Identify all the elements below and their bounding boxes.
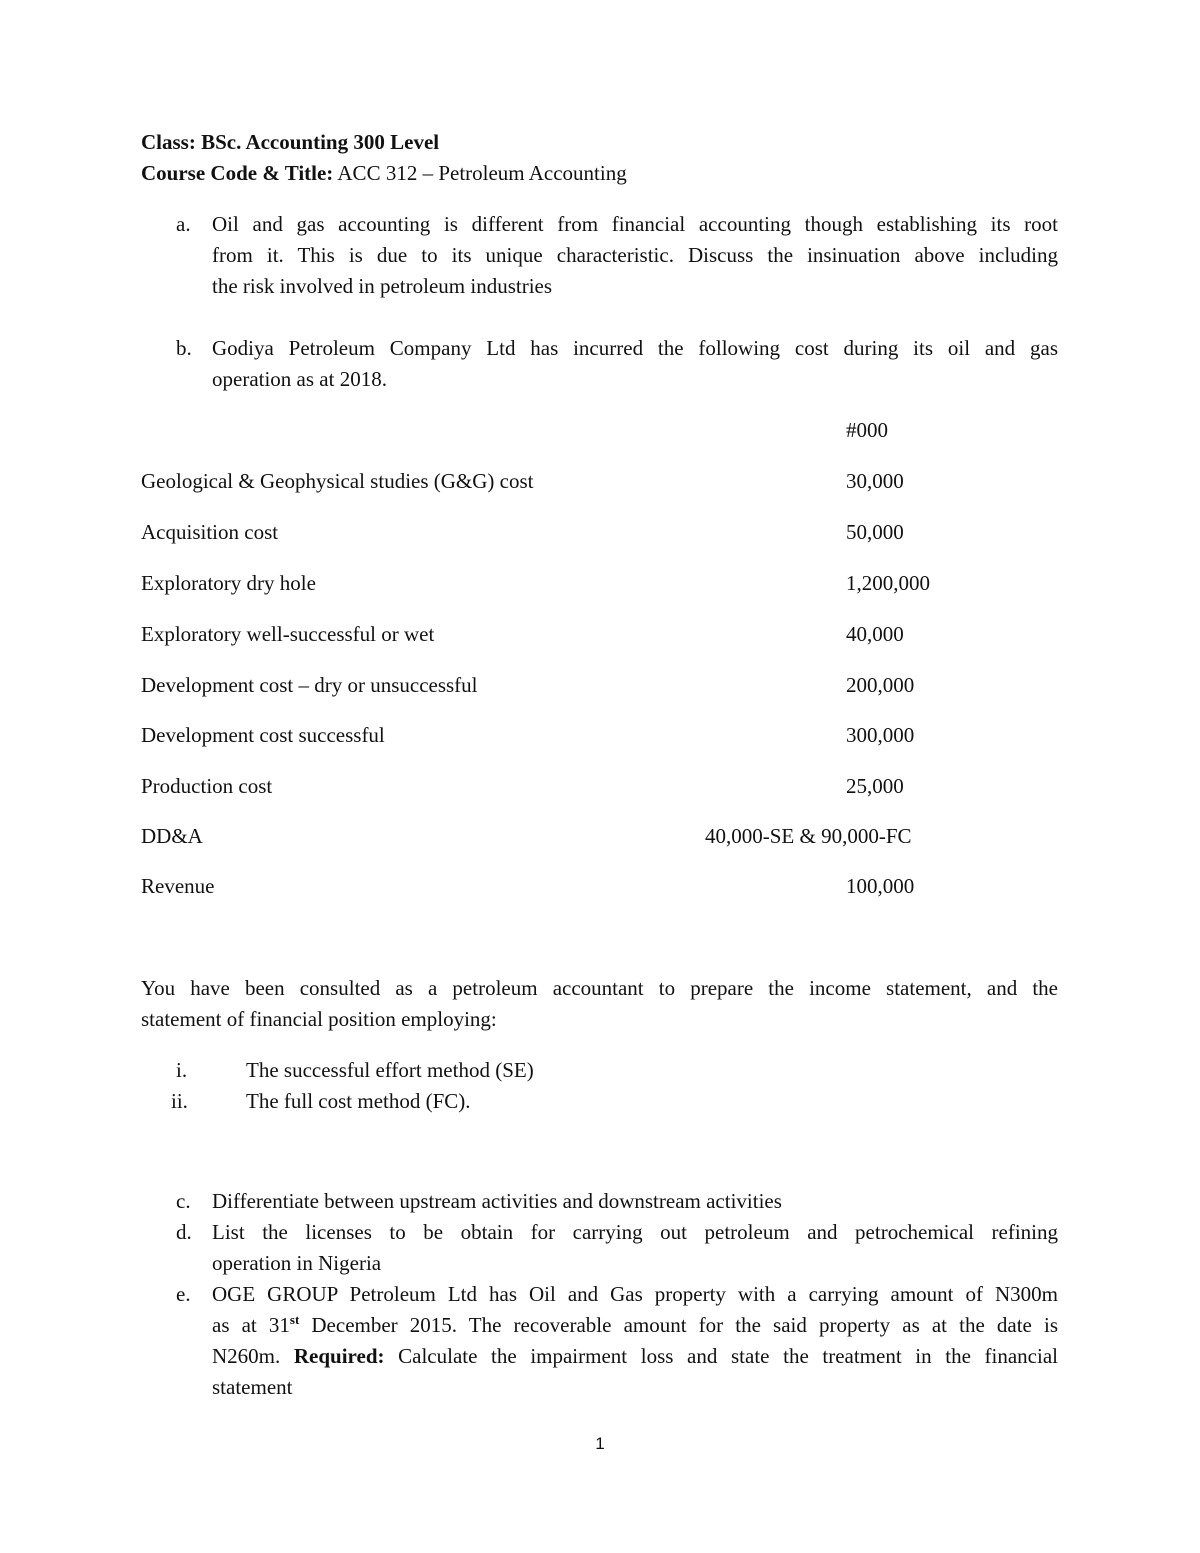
question-e-required-label: Required: [293, 1344, 385, 1368]
method-marker: ii. [171, 1089, 188, 1113]
cost-row-value: 50,000 [846, 520, 904, 544]
question-b-line: operation as at 2018. [212, 367, 387, 391]
class-value: BSc. Accounting 300 Level [201, 130, 440, 154]
question-e-line: OGE GROUP Petroleum Ltd has Oil and Gas property with a carrying amount of N300m [212, 1282, 1058, 1306]
question-d-line: List the licenses to be obtain for carrying out petroleum and petrochemical refining [212, 1220, 1058, 1244]
instruction-line: You have been consulted as a petroleum accountant to prepare the income statement, and the [141, 976, 1058, 1000]
question-a-line: the risk involved in petroleum industries [212, 274, 553, 298]
cost-row-label: Development cost – dry or unsuccessful [141, 673, 478, 697]
cost-row-value: 200,000 [846, 673, 915, 697]
question-a-text [212, 209, 1058, 302]
cost-row-value: 40,000 [846, 622, 904, 646]
cost-row-label: DD&A [141, 824, 203, 848]
method-text: The successful effort method (SE) [246, 1058, 534, 1082]
question-e-text [212, 1279, 1058, 1403]
cost-row-value: 40,000-SE & 90,000-FC [705, 824, 912, 848]
class-label: Class: [141, 130, 196, 154]
cost-row-value: 30,000 [846, 469, 904, 493]
question-d-line: operation in Nigeria [212, 1251, 382, 1275]
question-d-text [212, 1217, 1058, 1279]
question-a-line: from it. This is due to its unique characteristic. Discuss the insinuation above including [212, 243, 1058, 267]
unit-header: #000 [846, 418, 888, 442]
question-e-date-pre: as at 31 [212, 1313, 290, 1337]
cost-row-label: Development cost successful [141, 723, 385, 747]
cost-row-value: 300,000 [846, 723, 915, 747]
cost-row-label: Acquisition cost [141, 520, 279, 544]
instruction-line: statement of financial position employing: [141, 1007, 497, 1031]
cost-row-value: 25,000 [846, 774, 904, 798]
question-e-date-post: December 2015. The recoverable amount for the said property as at the date is [299, 1313, 1059, 1337]
cost-row-value: 1,200,000 [846, 571, 930, 595]
cost-row-label: Exploratory dry hole [141, 571, 316, 595]
question-b-text [212, 333, 1058, 395]
cost-row-label: Revenue [141, 874, 215, 898]
method-marker: i. [176, 1058, 188, 1082]
question-b-line: Godiya Petroleum Company Ltd has incurred the following cost during its oil and gas [212, 336, 1058, 360]
question-a-marker: a. [176, 212, 191, 236]
question-a-line: Oil and gas accounting is different from financial accounting though establishing its root [212, 212, 1058, 236]
page-number: 1 [595, 1434, 605, 1453]
course-line [141, 158, 627, 188]
class-line [141, 127, 439, 157]
question-d-marker: d. [176, 1220, 192, 1244]
course-value: ACC 312 – Petroleum Accounting [337, 161, 627, 185]
cost-row-label: Production cost [141, 774, 273, 798]
cost-row-value: 100,000 [846, 874, 915, 898]
question-e-line: statement [212, 1375, 293, 1399]
question-e-amount: N260m. [212, 1344, 294, 1368]
course-label: Course Code & Title: [141, 161, 334, 185]
question-e-required-text: Calculate the impairment loss and state the treatment in the financial [384, 1344, 1058, 1368]
method-text: The full cost method (FC). [246, 1089, 471, 1113]
instruction-text [141, 973, 1058, 1035]
question-e-line [212, 1341, 1058, 1372]
question-b-marker: b. [176, 336, 192, 360]
question-e-marker: e. [176, 1282, 191, 1306]
cost-row-label: Geological & Geophysical studies (G&G) cost [141, 469, 534, 493]
question-e-line [212, 1310, 1058, 1341]
question-e-date-suffix: st [289, 1312, 300, 1327]
cost-row-label: Exploratory well-successful or wet [141, 622, 435, 646]
question-c-marker: c. [176, 1189, 191, 1213]
question-c-text: Differentiate between upstream activities and downstream activities [212, 1189, 782, 1213]
